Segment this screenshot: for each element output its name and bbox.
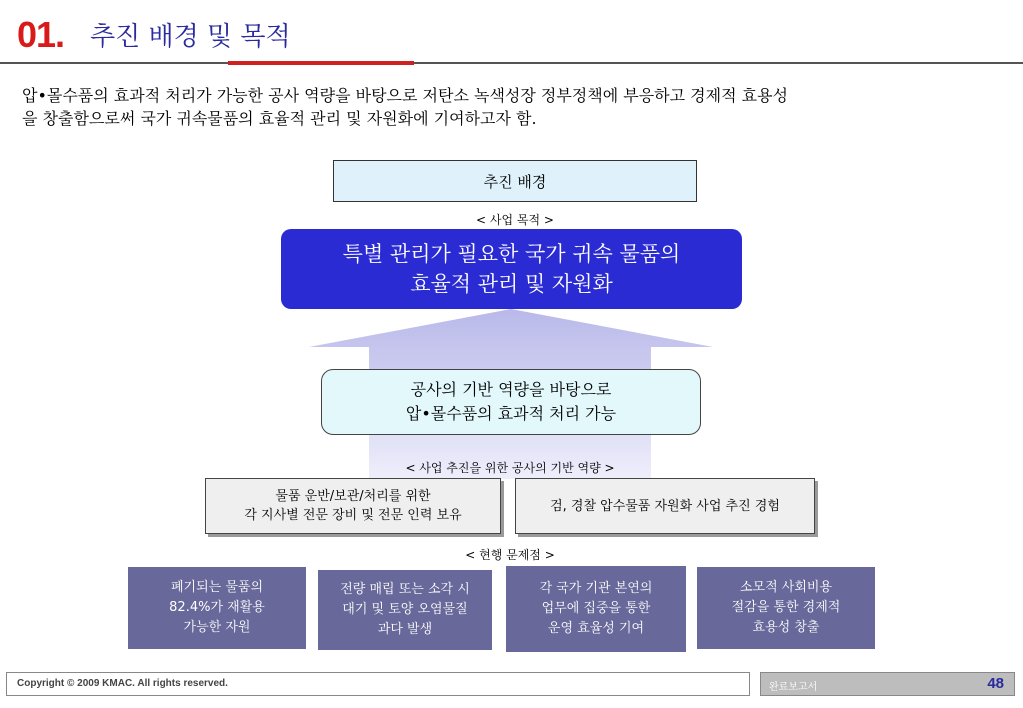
issue-line: 폐기되는 물품의 xyxy=(170,580,264,595)
section-title: 추진 배경 및 목적 xyxy=(90,22,291,52)
header-divider xyxy=(0,62,1023,64)
copyright-text: Copyright © 2009 KMAC. All rights reserved. xyxy=(17,678,228,689)
issue-box-efficiency xyxy=(506,566,686,652)
goal-label: < 사업 목적 > xyxy=(476,213,554,227)
footer-copyright-bar xyxy=(6,672,750,696)
issue-box-recyclable xyxy=(128,567,306,649)
goal-box xyxy=(281,229,742,309)
issue-line: 82.4%가 재활용 xyxy=(169,600,265,615)
goal-line-2: 효율적 관리 및 자원화 xyxy=(410,272,613,296)
capability-box xyxy=(321,369,701,435)
issue-box-pollution xyxy=(318,570,492,650)
issue-line: 가능한 자원 xyxy=(183,620,251,635)
capability-line-2: 압•몰수품의 효과적 처리 가능 xyxy=(405,404,617,423)
issue-line: 대기 및 토양 오염물질 xyxy=(342,602,468,617)
base-item-equipment xyxy=(205,478,501,534)
issue-line: 업무에 집중을 통한 xyxy=(541,601,651,616)
issue-line: 절감을 통한 경제적 xyxy=(731,600,841,615)
background-title-box: 추진 배경 xyxy=(333,160,697,202)
issue-line: 소모적 사회비용 xyxy=(739,580,833,595)
issues-label: < 현행 문제점 > xyxy=(465,548,555,562)
capability-line-1: 공사의 기반 역량을 바탕으로 xyxy=(410,380,612,399)
issue-box-social-cost xyxy=(697,567,875,649)
intro-line-1: 압•몰수품의 효과적 처리가 가능한 공사 역량을 바탕으로 저탄소 녹색성장 정부정책에 부응하고 경제적 효용성 xyxy=(22,86,788,105)
section-number: 01. xyxy=(17,14,65,55)
intro-line-2: 을 창출함으로써 국가 귀속물품의 효율적 관리 및 자원화에 기여하고자 함. xyxy=(22,109,537,128)
base-item-line-1: 검, 경찰 압수물품 자원화 사업 추진 경험 xyxy=(550,498,780,514)
issue-line: 운영 효율성 기여 xyxy=(547,621,645,636)
intro-paragraph xyxy=(22,84,1007,130)
base-item-line-2: 각 지사별 전문 장비 및 전문 인력 보유 xyxy=(244,508,462,523)
base-capability-label: < 사업 추진을 위한 공사의 기반 역량 > xyxy=(405,461,615,475)
page-number: 48 xyxy=(987,675,1004,692)
goal-line-1: 특별 관리가 필요한 국가 귀속 물품의 xyxy=(342,242,681,266)
issue-line: 효용성 창출 xyxy=(752,620,820,635)
issue-line: 전량 매립 또는 소각 시 xyxy=(340,582,470,597)
report-label: 완료보고서 xyxy=(769,682,818,693)
base-item-line-1: 물품 운반/보관/처리를 위한 xyxy=(275,489,431,504)
issue-line: 각 국가 기관 본연의 xyxy=(539,581,653,596)
base-item-experience xyxy=(515,478,815,534)
issue-line: 과다 발생 xyxy=(377,622,433,637)
page-header xyxy=(0,0,1023,66)
footer-page-bar xyxy=(760,672,1015,696)
header-accent-bar xyxy=(228,61,414,65)
